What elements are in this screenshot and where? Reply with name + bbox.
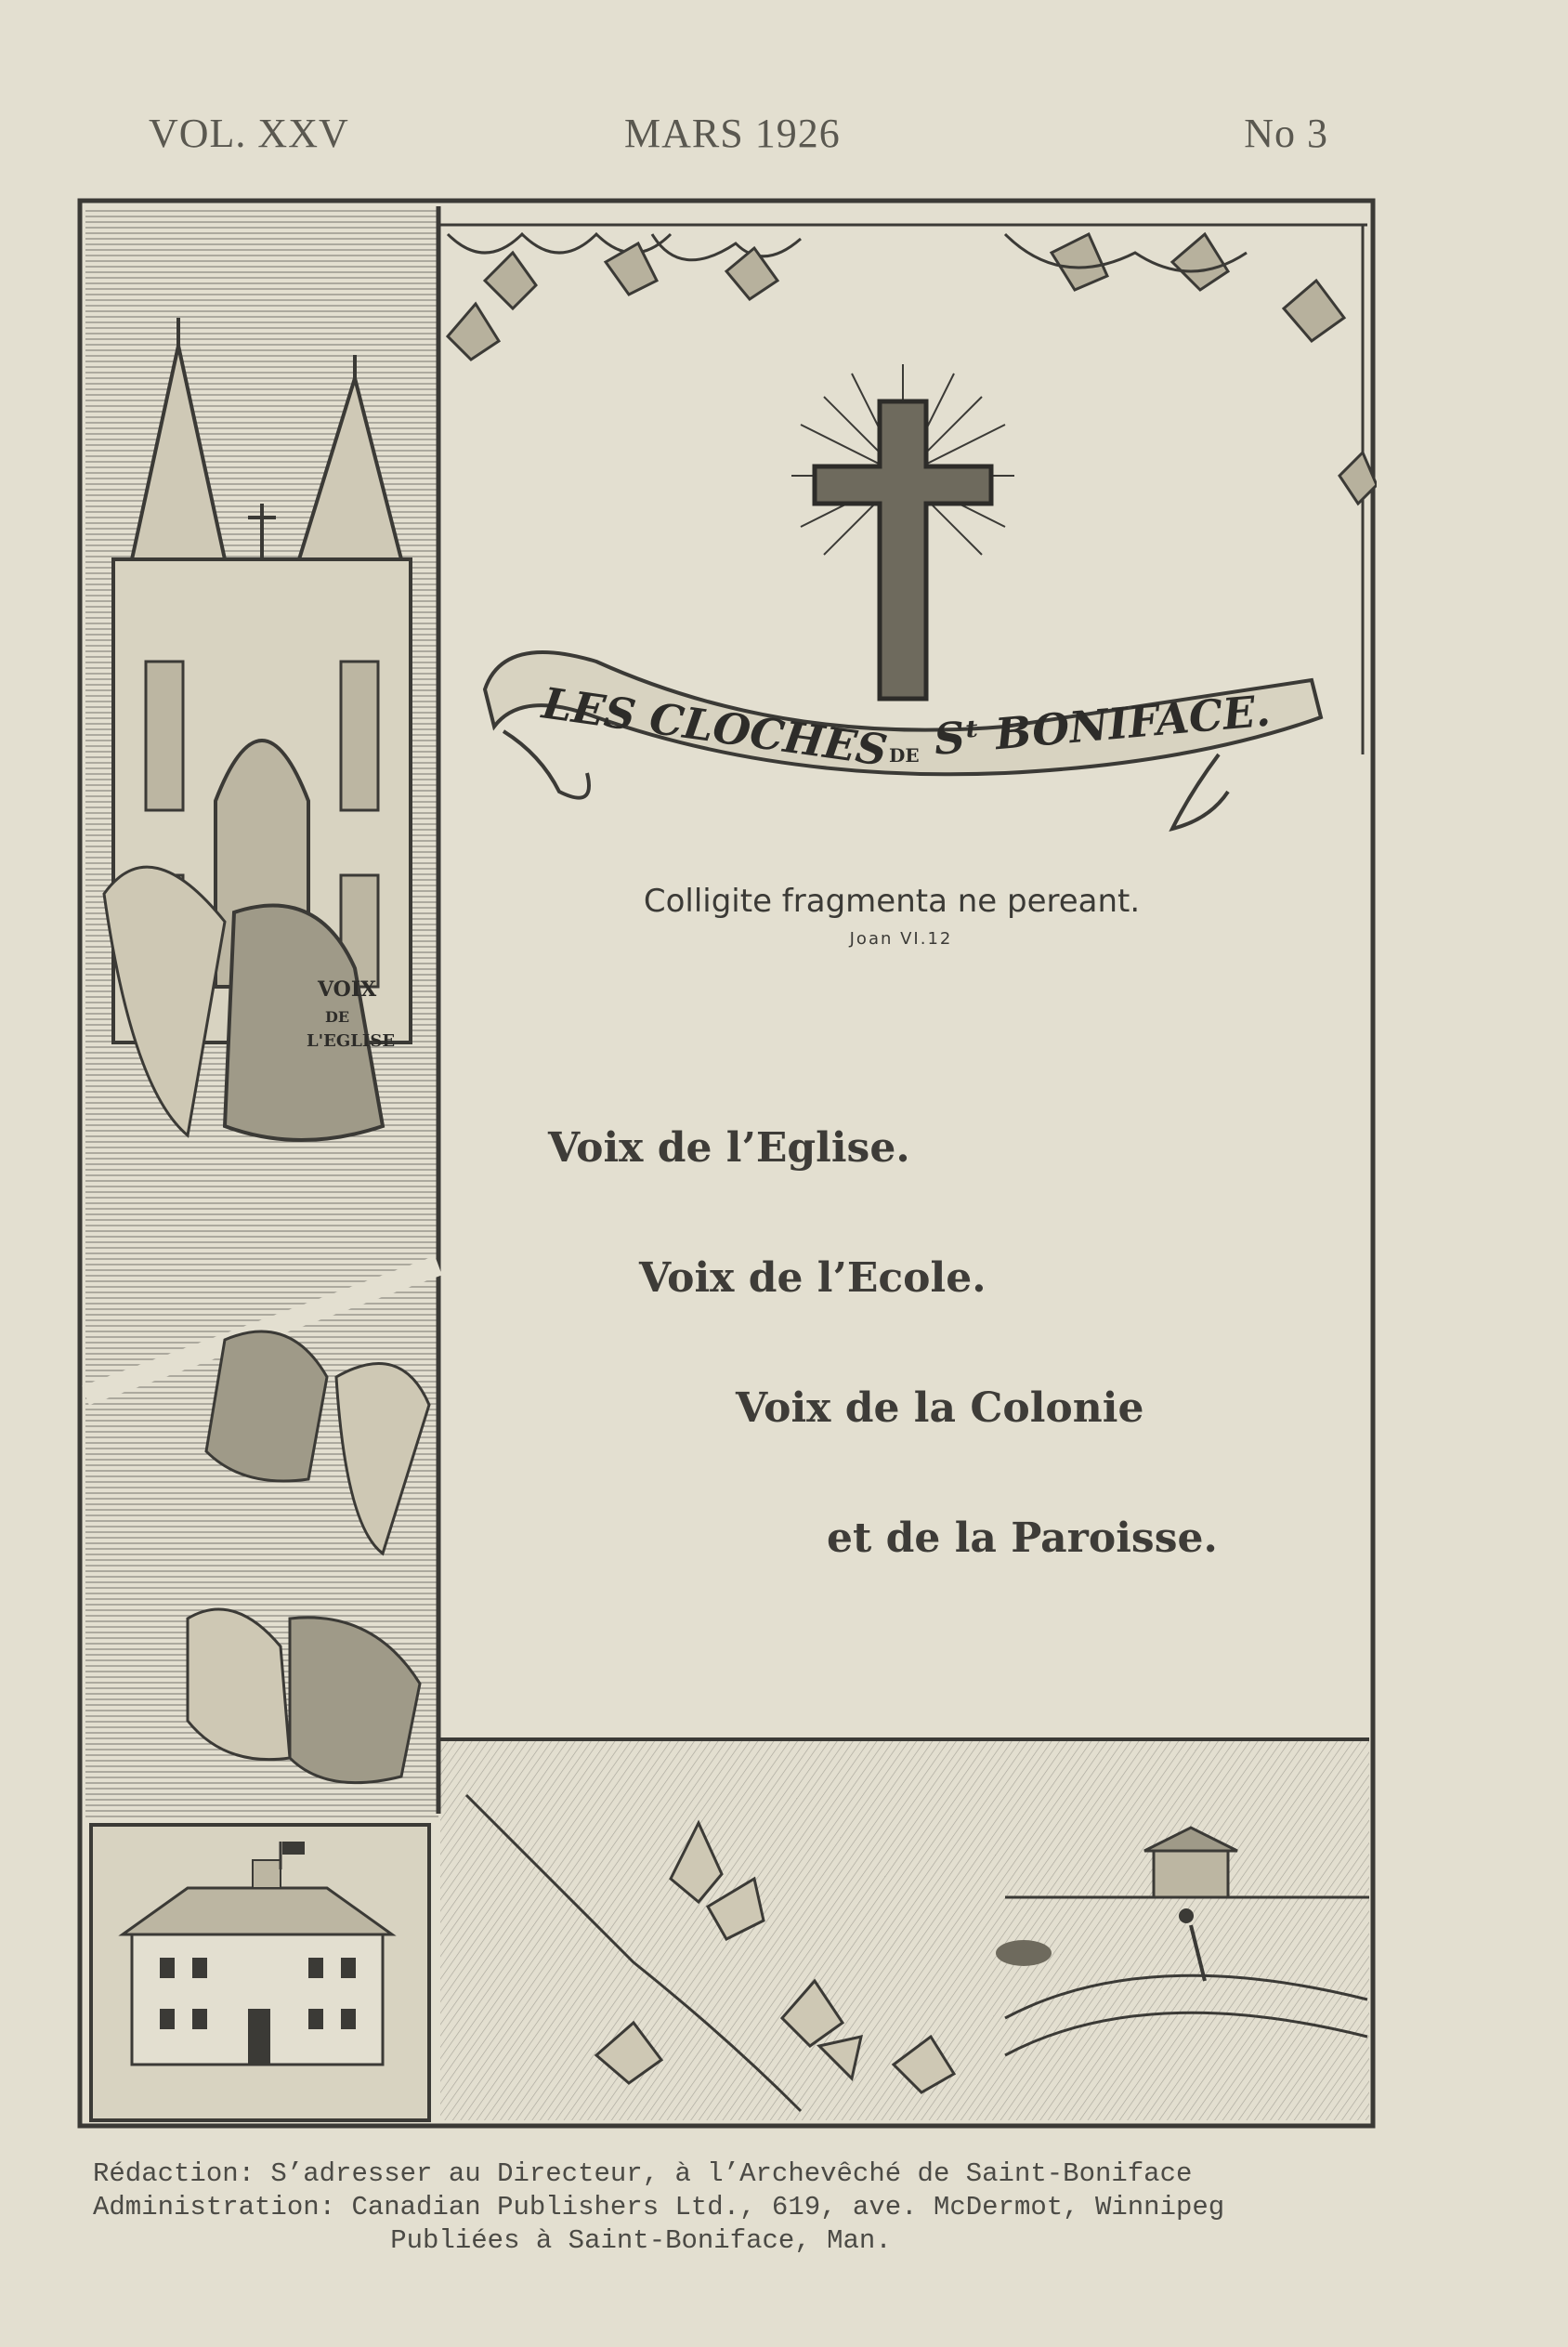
latin-motto: Colligite fragmenta ne pereant. — [643, 883, 1141, 920]
school-house-inset — [91, 1825, 429, 2120]
footer-administration: Administration: Canadian Publishers Ltd., 619, ave. McDermot, Winnipeg — [93, 2192, 1225, 2222]
motto-reference: Joan VI.12 — [849, 929, 953, 949]
farm-landscape — [440, 1739, 1369, 2120]
left-illustration-column — [85, 206, 438, 1821]
publisher-footer — [93, 2157, 1225, 2258]
issue-number: No 3 — [1244, 111, 1328, 156]
issue-header — [149, 110, 1328, 165]
bell-label-2: DE — [325, 1008, 350, 1026]
voice-line-3: Voix de la Colonie — [736, 1384, 1144, 1432]
title-de: DE — [889, 744, 920, 767]
issue-date: MARS 1926 — [624, 111, 841, 156]
volume-label: VOL. XXV — [149, 111, 349, 156]
footer-publication: Publiées à Saint-Boniface, Man. — [390, 2225, 892, 2256]
voice-line-2: Voix de l’Ecole. — [639, 1254, 987, 1302]
footer-redaction: Rédaction: S’adresser au Directeur, à l’Archevêché de Saint-Boniface — [93, 2158, 1193, 2189]
voice-line-1: Voix de l’Eglise. — [548, 1124, 910, 1172]
title-part1: LES CLOCHES — [539, 677, 891, 776]
bell-label-3: L'EGLISE — [307, 1031, 396, 1051]
voice-line-4: et de la Paroisse. — [827, 1514, 1218, 1562]
radiant-cross — [791, 364, 1014, 699]
bell-label-1: VOIX — [318, 977, 377, 1002]
title-part2: Sᵗ BONIFACE. — [932, 685, 1273, 765]
